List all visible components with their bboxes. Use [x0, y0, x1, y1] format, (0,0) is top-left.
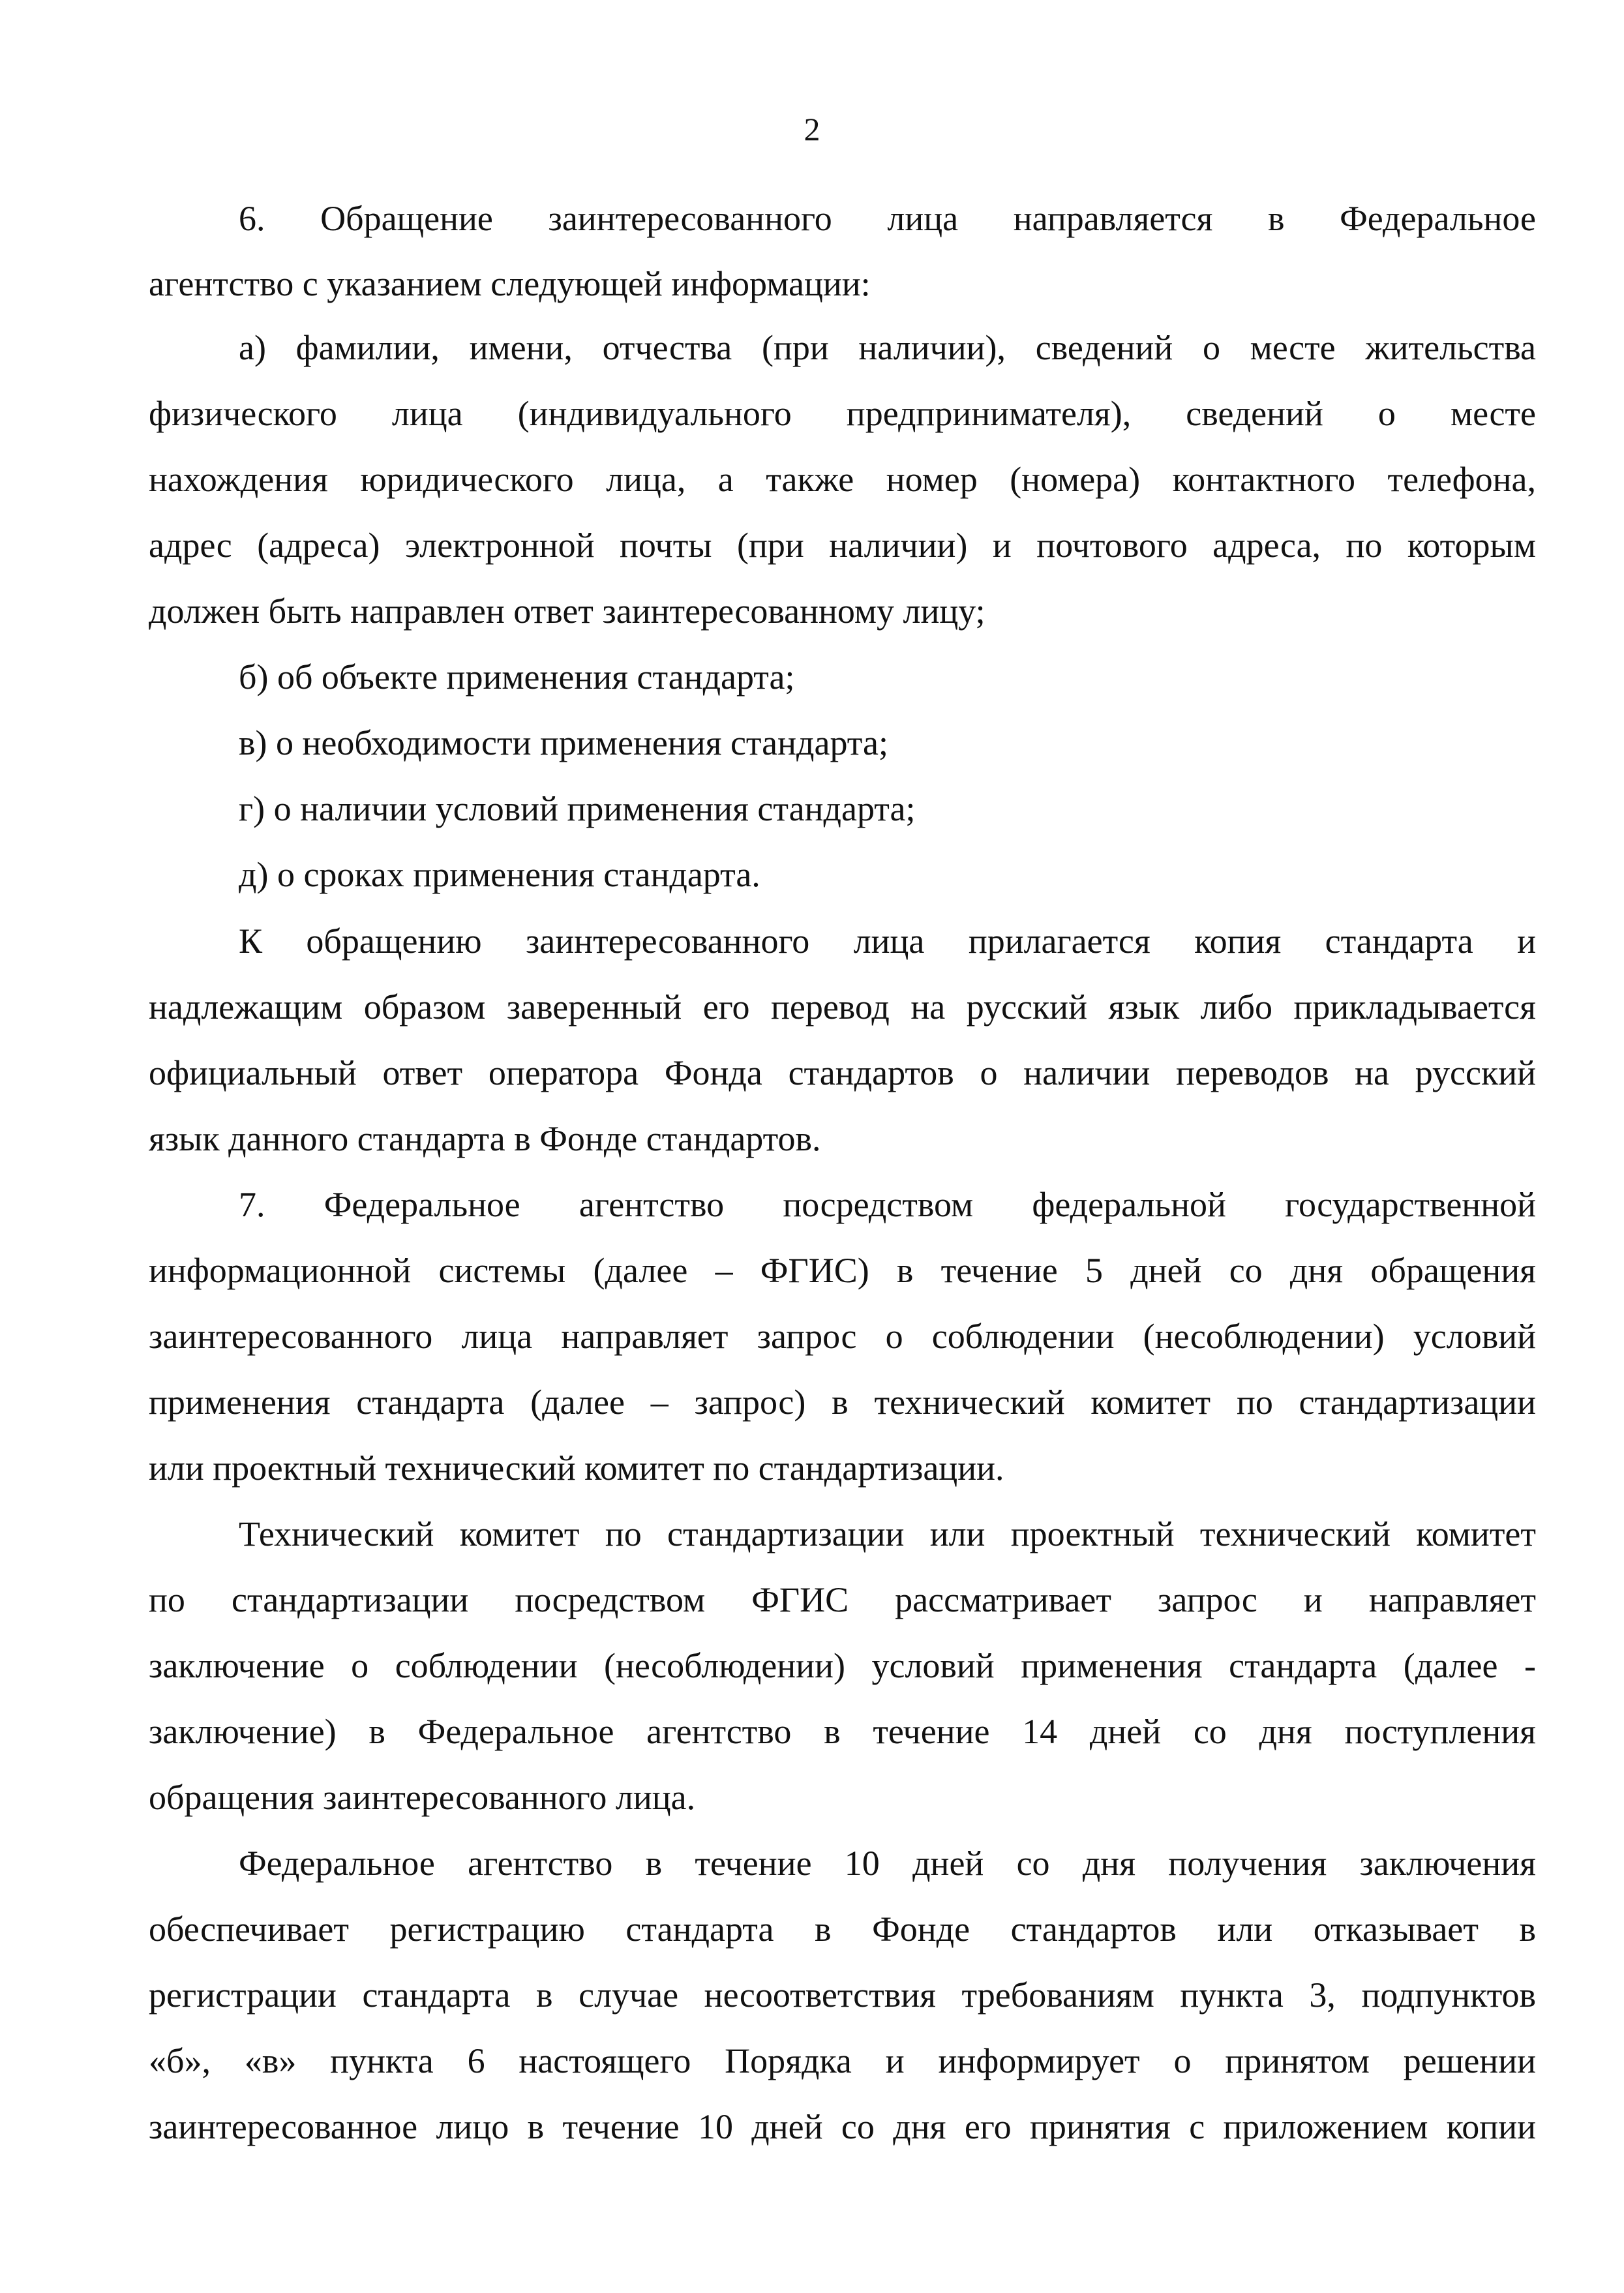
text-line: заинтересованного лица направляет запрос о соблюдении (несоблюдении) условий	[149, 1317, 1536, 1356]
text-line: а) фамилии, имени, отчества (при наличии), сведений о месте жительства	[239, 328, 1536, 367]
text-line: «б», «в» пункта 6 настоящего Порядка и информирует о принятом решении	[149, 2041, 1536, 2080]
text-line: агентство с указанием следующей информации:	[149, 264, 871, 303]
text-line: или проектный технический комитет по стандартизации.	[149, 1448, 1004, 1488]
text-line: 7. Федеральное агентство посредством федеральной государственной	[239, 1185, 1536, 1224]
text-line: заключение о соблюдении (несоблюдении) условий применения стандарта (далее -	[149, 1646, 1536, 1685]
text-line: по стандартизации посредством ФГИС рассматривает запрос и направляет	[149, 1580, 1536, 1619]
text-line: д) о сроках применения стандарта.	[239, 855, 760, 894]
text-line: в) о необходимости применения стандарта;	[239, 723, 888, 762]
text-line: 6. Обращение заинтересованного лица направляется в Федеральное	[239, 199, 1536, 238]
text-line: физического лица (индивидуального предпринимателя), сведений о месте	[149, 394, 1536, 433]
text-line: язык данного стандарта в Фонде стандартов.	[149, 1119, 821, 1158]
text-line: информационной системы (далее – ФГИС) в течение 5 дней со дня обращения	[149, 1251, 1536, 1290]
text-line: К обращению заинтересованного лица прилагается копия стандарта и	[239, 922, 1536, 961]
text-line: заинтересованное лицо в течение 10 дней со дня его принятия с приложением копии	[149, 2107, 1536, 2146]
text-line: обеспечивает регистрацию стандарта в Фонде стандартов или отказывает в	[149, 1910, 1536, 1949]
text-line: официальный ответ оператора Фонда стандартов о наличии переводов на русский	[149, 1053, 1536, 1092]
text-line: применения стандарта (далее – запрос) в технический комитет по стандартизации	[149, 1383, 1536, 1422]
text-line: нахождения юридического лица, а также номер (номера) контактного телефона,	[149, 460, 1536, 499]
text-line: должен быть направлен ответ заинтересованному лицу;	[149, 592, 985, 631]
text-line: г) о наличии условий применения стандарта;	[239, 789, 916, 828]
text-line: б) об объекте применения стандарта;	[239, 657, 795, 697]
text-line: адрес (адреса) электронной почты (при наличии) и почтового адреса, по которым	[149, 526, 1536, 565]
text-line: обращения заинтересованного лица.	[149, 1778, 696, 1817]
text-line: надлежащим образом заверенный его перевод на русский язык либо прикладывается	[149, 987, 1536, 1027]
page-number: 2	[804, 111, 820, 147]
text-line: регистрации стандарта в случае несоответствия требованиям пункта 3, подпунктов	[149, 1975, 1536, 2015]
text-line: заключение) в Федеральное агентство в течение 14 дней со дня поступления	[149, 1712, 1536, 1751]
text-line: Федеральное агентство в течение 10 дней со дня получения заключения	[239, 1844, 1536, 1883]
text-line: Технический комитет по стандартизации или проектный технический комитет	[239, 1514, 1536, 1553]
